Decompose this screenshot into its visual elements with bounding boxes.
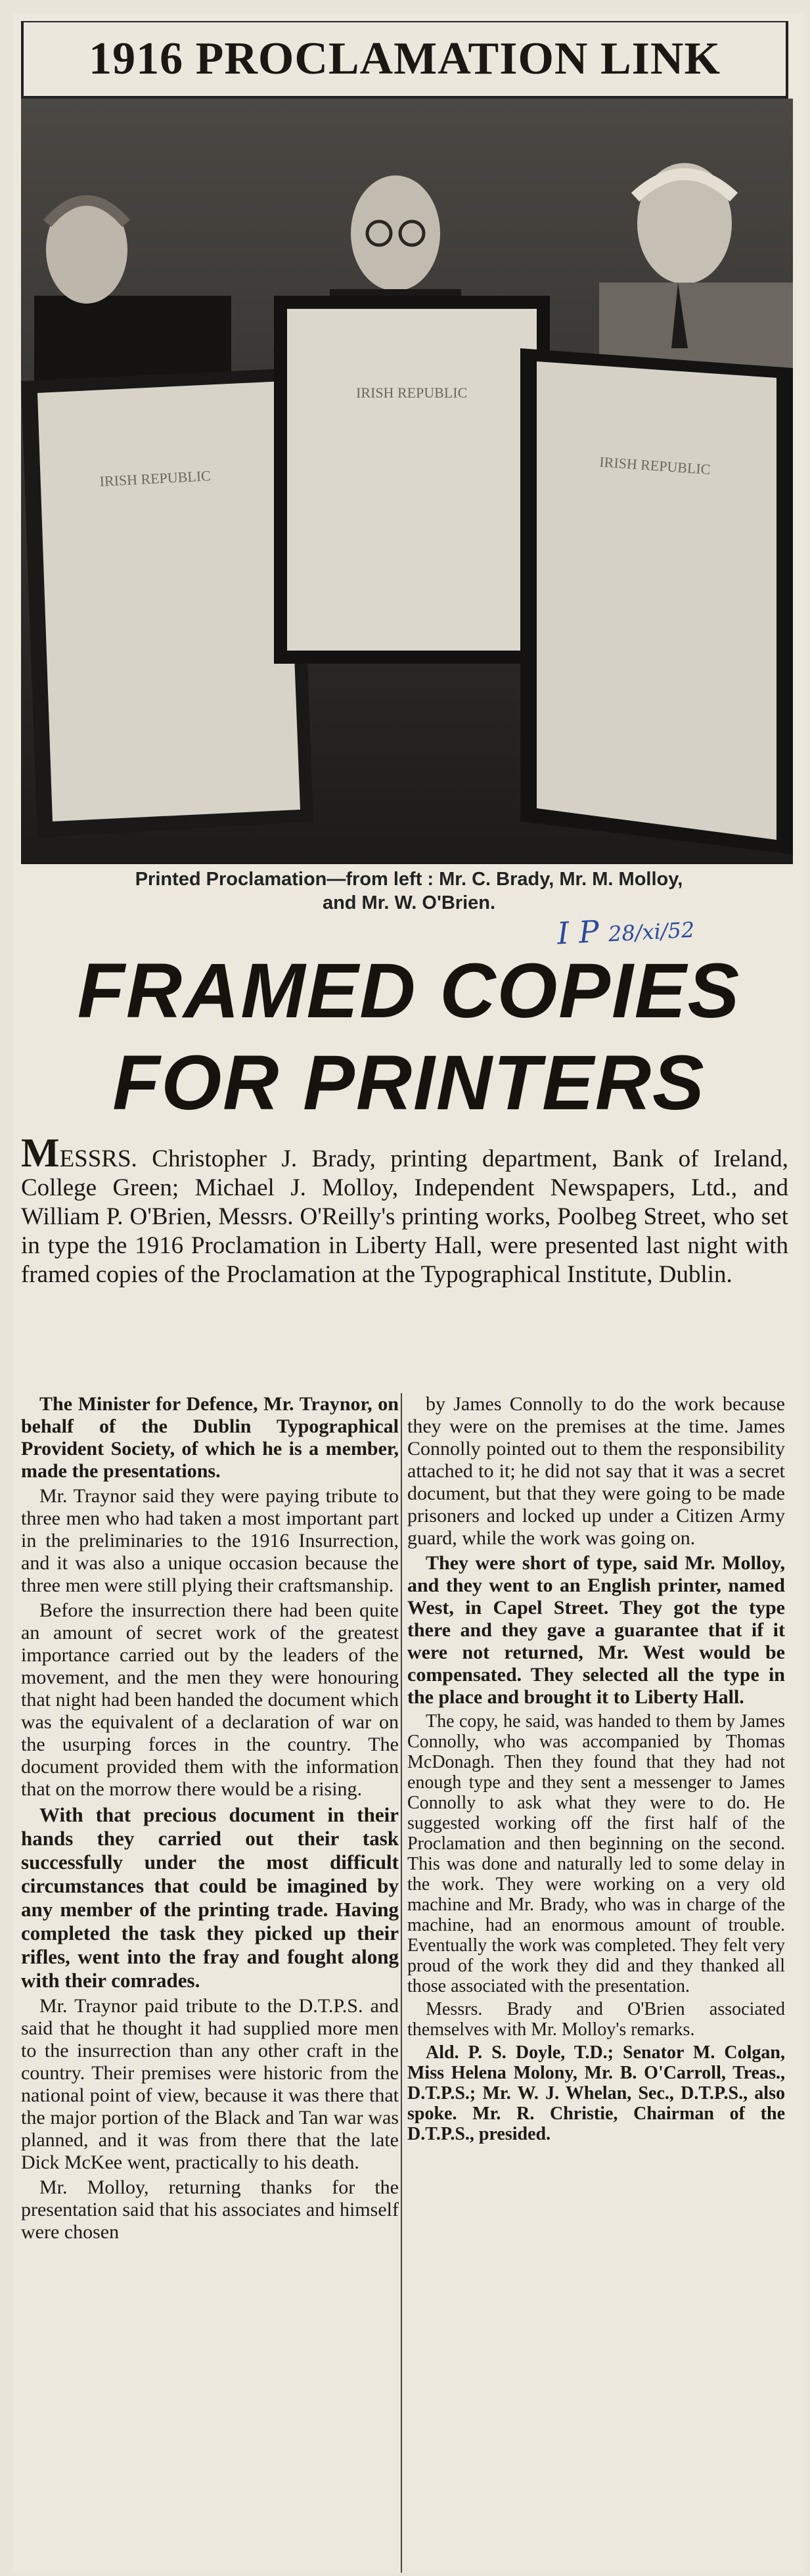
annotation-initials: I P (556, 913, 600, 952)
photo-caption (13, 867, 805, 915)
newspaper-clipping (13, 13, 805, 2573)
headline-line-2: FOR PRINTERS (112, 1040, 706, 1126)
column-divider (401, 1393, 402, 2573)
caption-line-2: and Mr. W. O'Brien. (322, 892, 496, 913)
lead-paragraph (21, 1131, 788, 1289)
headline (13, 945, 805, 1129)
kicker-title: 1916 PROCLAMATION LINK (89, 34, 721, 84)
left-paragraph-6: Mr. Molloy, returning thanks for the presentation said that his associates and himself were chosen (21, 2176, 399, 2243)
right-paragraph-5: Ald. P. S. Doyle, T.D.; Senator M. Colgan, Miss Helena Molony, Mr. B. O'Carroll, Treas., D.T.P.S.; Mr. W. J. Whelan, Sec., D.T.P.S., also spoke. Mr. R. Christie, Chairman of the D.T.P.S., presided. (407, 2042, 785, 2144)
photo-illustration (21, 99, 793, 864)
right-paragraph-2: They were short of type, said Mr. Molloy, and they went to an English printer, named West, in Capel Street. They got the type there and they gave a guarantee that if it were not returned, Mr. West would be compensated. They selected all the type in the place and brought it to Liberty Hall. (407, 1552, 785, 1708)
frame-center (274, 296, 550, 664)
right-paragraph-4: Messrs. Brady and O'Brien associated themselves with Mr. Molloy's remarks. (407, 1999, 785, 2040)
left-paragraph-2: Mr. Traynor said they were paying tribute to three men who had taken a most important part in the preliminaries to the 1916 Insurrection, and it was also a unique occasion because the three men were still plying their craftsmanship. (21, 1485, 399, 1596)
left-paragraph-3: Before the insurrection there had been quite an amount of secret work of the greatest importance carried out by the leaders of the movement, and the men they were honouring that night had been handed the document which was the equivalent of a declaration of war on the usurping forces in the country. The document provided them with the information that on the morrow there would be a rising. (21, 1599, 399, 1800)
annotation-date: 28/xi/52 (608, 917, 696, 947)
left-paragraph-5: Mr. Traynor paid tribute to the D.T.P.S. and said that he thought it had supplied more men to the insurrection than any other craft in the country. Their premises were historic from the national point of view, because it was there that the major portion of the Black and Tan war was planned, and it was from there that the late Dick McKee went, practically to his death. (21, 1995, 399, 2173)
kicker-box (21, 21, 788, 99)
frame-right (520, 348, 793, 854)
frame-left (21, 368, 313, 838)
right-paragraph-3: The copy, he said, was handed to them by James Connolly, who was accompanied by Thomas McDonagh. Then they found that they had not enough type and they sent a messenger to James Connolly to ask what they were to do. He suggested working off the first half of the Proclamation and then beginning on the second. This was done and naturally led to some delay in the work. They were working on a very old machine and Mr. Brady, who was in charge of the machine, had an enormous amount of trouble. Eventually the work was completed. They felt very proud of the work they did and they thanked all those associated with the presentation. (407, 1711, 785, 1996)
frame-center-text: IRISH REPUBLIC (356, 384, 468, 401)
left-column (21, 1393, 399, 2246)
right-paragraph-1: by James Connolly to do the work because they were on the premises at the time. James Connolly pointed out to them the responsibility attached to it; he did not say that it was a secret document, but that they were going to be made prisoners and locked up under a Citizen Army guard, while the work was going on. (407, 1393, 785, 1549)
caption-line-1: Printed Proclamation—from left : Mr. C. Brady, Mr. M. Molloy, (135, 869, 683, 890)
news-photo (21, 99, 793, 864)
right-column (407, 1393, 785, 2147)
lead-text: ESSRS. Christopher J. Brady, printing department, Bank of Ireland, College Green; Michael J. Molloy, Independent Newspapers, Ltd., and William P. O'Brien, Messrs. O'Reilly's printing works, Poolbeg Street, who set in type the 1916 Proclamation in Liberty Hall, were presented last night with framed copies of the Proclamation at the Typographical Institute, Dublin. (21, 1145, 788, 1288)
headline-line-1: FRAMED COPIES (77, 948, 741, 1034)
left-paragraph-4: With that precious document in their hands they carried out their task successfully under the most difficult circumstances that could be imagined by any member of the printing trade. Having completed the task they picked up their rifles, went into the fray and fought along with their comrades. (21, 1803, 399, 1992)
frame-right-text: IRISH REPUBLIC (598, 453, 711, 478)
drop-cap: M (21, 1131, 60, 1176)
frame-left-text: IRISH REPUBLIC (99, 467, 212, 490)
left-paragraph-1: The Minister for Defence, Mr. Traynor, on behalf of the Dublin Typographical Provident Society, of which he is a member, made the presentations. (21, 1393, 399, 1482)
